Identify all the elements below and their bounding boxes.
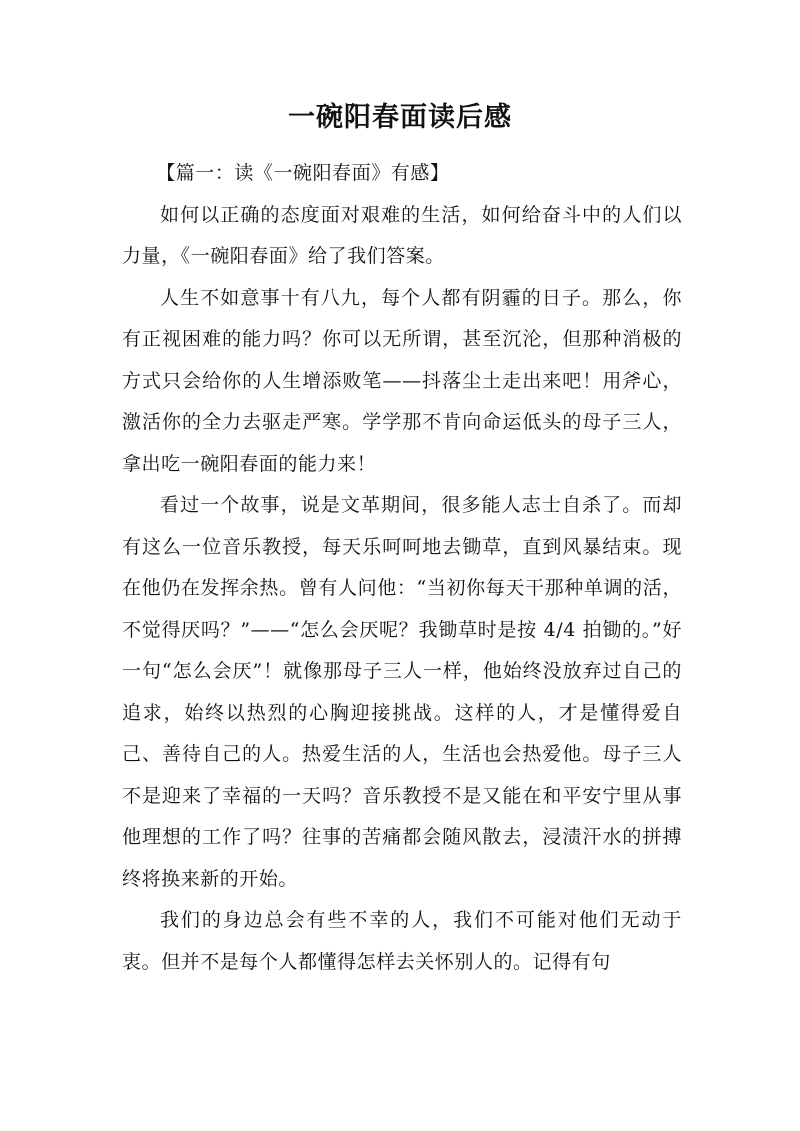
paragraph: 看过一个故事，说是文革期间，很多能人志士自杀了。而却有这么一位音乐教授，每天乐呵呵地去锄草，直到风暴结束。现在他仍在发挥余热。曾有人问他：“当初你每天干那种单调的活，不觉得厌吗？”——“怎么会厌呢？我锄草时是按 4/4 拍锄的。”好一句“怎么会厌”！就像那母子三人一样，他始终没放弃过自己的追求，始终以热烈的心胸迎接挑战。这样的人，才是懂得爱自己、善待自己的人。热爱生活的人，生活也会热爱他。母子三人不是迎来了幸福的一天吗？音乐教授不是又能在和平安宁里从事他理想的工作了吗？往事的苦痛都会随风散去，浸渍汗水的拼搏终将换来新的开始。 [122, 494, 682, 890]
paragraph: 我们的身边总会有些不幸的人，我们不可能对他们无动于衷。但并不是每个人都懂得怎样去关怀别人的。记得有句 [122, 909, 682, 973]
document-body [122, 153, 682, 983]
document-title: 一碗阳春面读后感 [288, 102, 512, 133]
paragraph: 人生不如意事十有八九，每个人都有阴霾的日子。那么，你有正视困难的能力吗？你可以无所谓，甚至沉沦，但那种消极的方式只会给你的人生增添败笔——抖落尘土走出来吧！用斧心，激活你的全力去驱走严寒。学学那不肯向命运低头的母子三人，拿出吃一碗阳春面的能力来！ [122, 286, 682, 475]
section-heading: 【篇一：读《一碗阳春面》有感】 [156, 162, 450, 184]
paragraph: 如何以正确的态度面对艰难的生活，如何给奋斗中的人们以力量，《一碗阳春面》给了我们答案。 [122, 203, 682, 267]
